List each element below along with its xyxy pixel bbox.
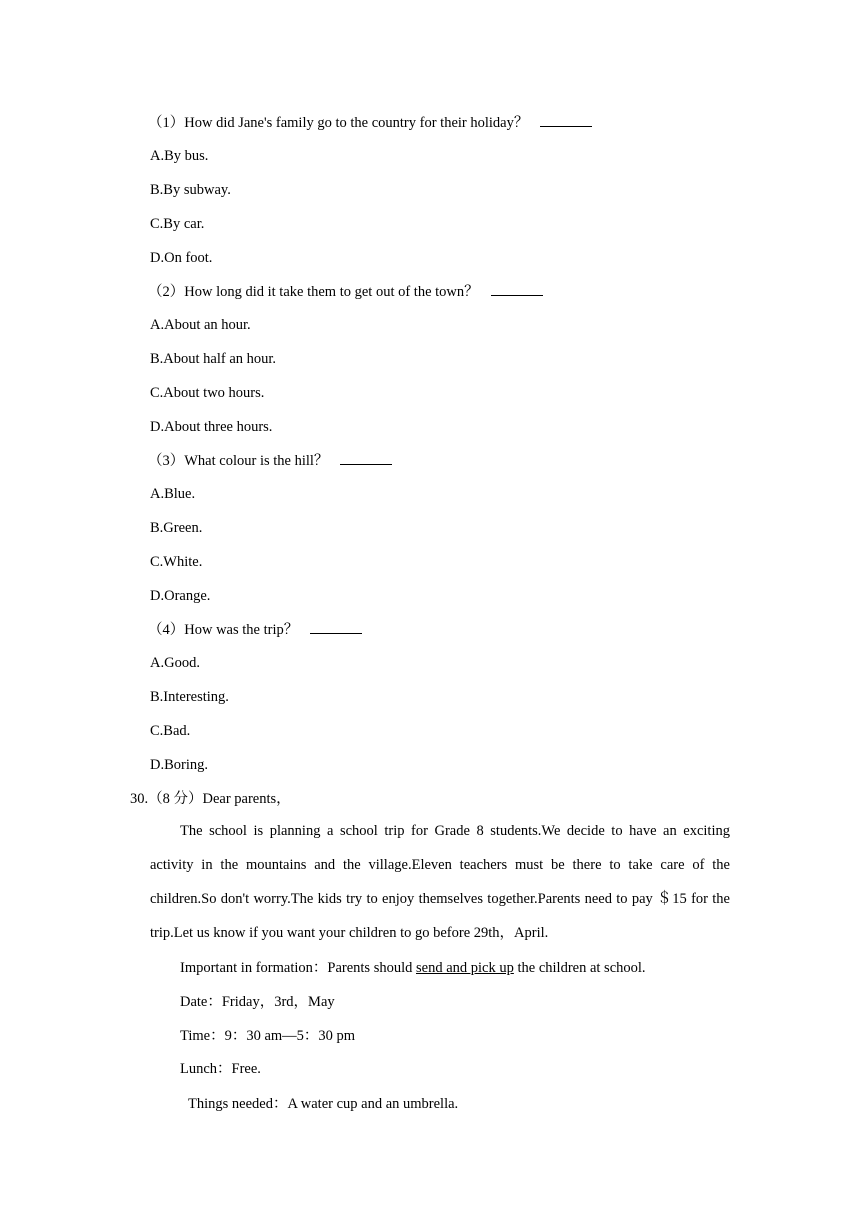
info-suffix: the children at school. <box>513 960 646 976</box>
option-d: D.Orange. <box>150 588 211 604</box>
option-a: A.About an hour. <box>150 317 251 333</box>
option-a: A.By bus. <box>150 148 209 164</box>
trip-time: Time：9：30 am—5：30 pm <box>180 1028 356 1044</box>
question-2 <box>148 281 543 302</box>
answer-blank[interactable] <box>310 619 362 634</box>
question-stem: （1）How did Jane's family go to the country for their holiday？ <box>148 115 529 131</box>
option-d: D.About three hours. <box>150 419 273 435</box>
question-stem: （3）What colour is the hill？ <box>148 453 329 469</box>
question-3 <box>148 450 392 471</box>
question-stem: （2）How long did it take them to get out of the town？ <box>148 284 479 300</box>
question-stem: （4）How was the trip？ <box>148 622 299 638</box>
option-c: C.By car. <box>150 216 205 232</box>
option-b: B.By subway. <box>150 182 231 198</box>
important-information <box>180 958 646 978</box>
question-1 <box>148 112 592 133</box>
info-underlined: send and pick up <box>416 960 514 976</box>
option-a: A.Good. <box>150 655 200 671</box>
trip-date: Date：Friday，3rd，May <box>180 994 335 1010</box>
option-c: C.About two hours. <box>150 385 265 401</box>
answer-blank[interactable] <box>540 112 592 127</box>
question-4 <box>148 619 362 640</box>
option-d: D.On foot. <box>150 250 213 266</box>
answer-blank[interactable] <box>491 281 543 296</box>
things-needed: Things needed：A water cup and an umbrella. <box>188 1096 459 1112</box>
question-30-header: 30.（8 分）Dear parents， <box>130 791 291 807</box>
option-b: B.About half an hour. <box>150 351 277 367</box>
option-a: A.Blue. <box>150 486 196 502</box>
option-c: C.White. <box>150 554 203 570</box>
option-b: B.Green. <box>150 520 203 536</box>
option-c: C.Bad. <box>150 723 191 739</box>
option-b: B.Interesting. <box>150 689 229 705</box>
option-d: D.Boring. <box>150 757 208 773</box>
answer-blank[interactable] <box>340 450 392 465</box>
trip-lunch: Lunch：Free. <box>180 1061 261 1077</box>
letter-paragraph <box>150 814 730 950</box>
letter-body: The school is planning a school trip for Grade 8 students.We decide to have an exciting activity in the mountains and the village.Eleven teachers must be there to take care of the children.So don't worry.The kids try to enjoy themselves together.Parents need to pay ＄15 for the trip.Let us know if you want your children to go before 29th，April. <box>150 823 730 941</box>
info-prefix: Important in formation：Parents should <box>180 960 416 976</box>
